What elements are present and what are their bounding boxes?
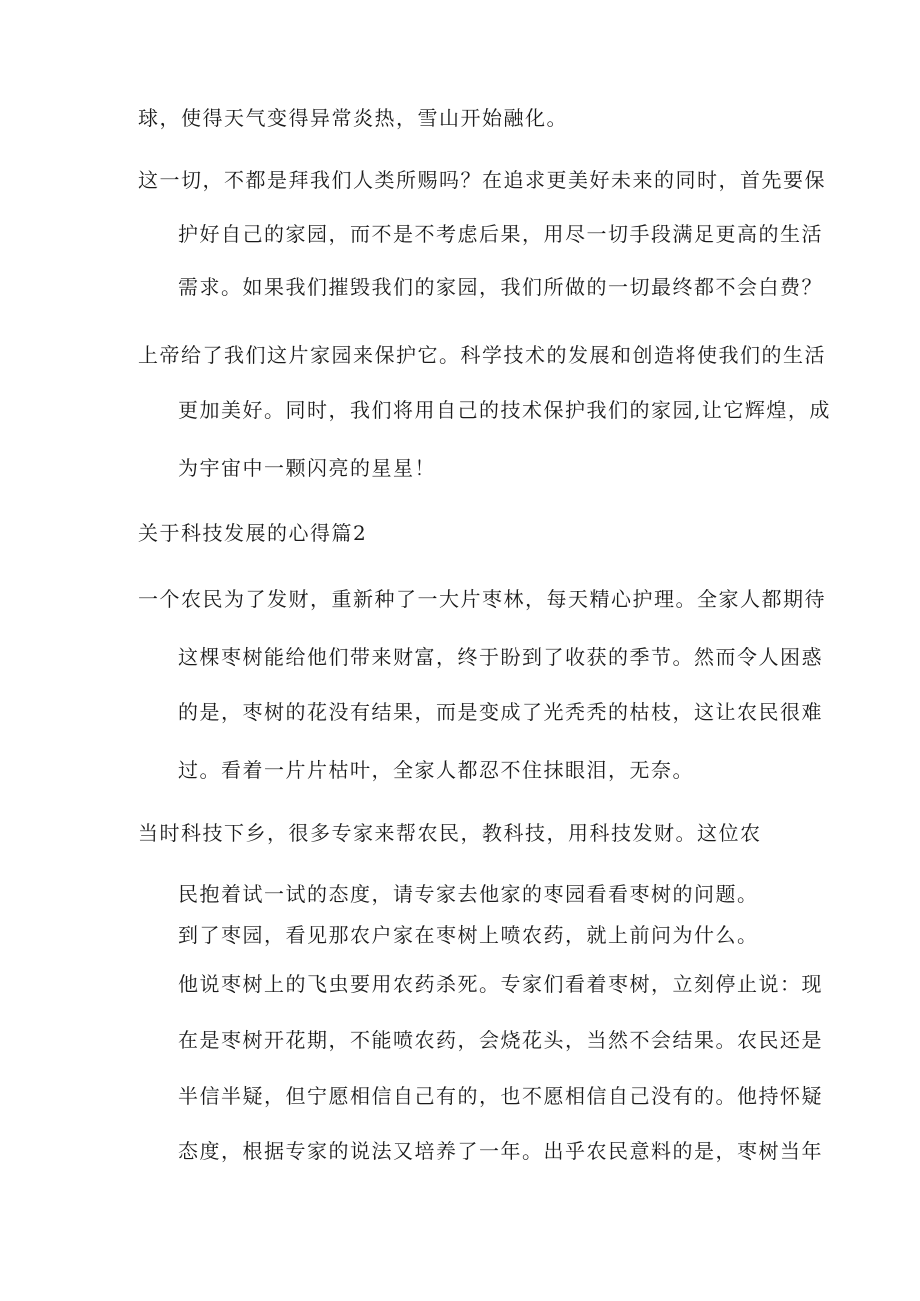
paragraph-line: 球，使得天气变得异常炎热，雪山开始融化。 [138, 106, 568, 130]
paragraph-line: 他说枣树上的飞虫要用农药杀死。专家们看着枣树，立刻停止说：现 [178, 972, 823, 996]
paragraph-line: 当时科技下乡，很多专家来帮农民，教科技，用科技发财。这位农 [138, 821, 762, 845]
section-heading: 关于科技发展的心得篇2 [138, 521, 368, 545]
paragraph-line: 上帝给了我们这片家园来保护它。科学技术的发展和创造将使我们的生活 [138, 343, 826, 367]
paragraph-line: 这一切，不都是拜我们人类所赐吗？在追求更美好未来的同时，首先要保 [138, 168, 826, 192]
paragraph-line: 过。看着一片片枯叶，全家人都忍不住抹眼泪，无奈。 [178, 758, 694, 782]
paragraph-line: 这棵枣树能给他们带来财富，终于盼到了收获的季节。然而令人困惑 [178, 645, 823, 669]
paragraph-line: 更加美好。同时，我们将用自己的技术保护我们的家园,让它辉煌，成 [178, 398, 831, 422]
paragraph-line: 的是，枣树的花没有结果，而是变成了光秃秃的枯枝，这让农民很难 [178, 700, 823, 724]
paragraph-line: 半信半疑，但宁愿相信自己有的，也不愿相信自己没有的。他持怀疑 [178, 1084, 823, 1108]
paragraph-line: 在是枣树开花期，不能喷农药，会烧花头，当然不会结果。农民还是 [178, 1028, 823, 1052]
paragraph-line: 到了枣园，看见那农户家在枣树上喷农药，就上前问为什么。 [178, 923, 759, 947]
paragraph-line: 民抱着试一试的态度，请专家去他家的枣园看看枣树的问题。 [178, 882, 759, 906]
paragraph-line: 为宇宙中一颗闪亮的星星！ [178, 456, 436, 480]
paragraph-line: 需求。如果我们摧毁我们的家园，我们所做的一切最终都不会白费？ [178, 275, 823, 299]
paragraph-line: 一个农民为了发财，重新种了一大片枣林，每天精心护理。全家人都期待 [138, 587, 826, 611]
paragraph-line: 护好自己的家园，而不是不考虑后果，用尽一切手段满足更高的生活 [178, 222, 823, 246]
paragraph-line: 态度，根据专家的说法又培养了一年。出乎农民意料的是，枣树当年 [178, 1139, 823, 1163]
